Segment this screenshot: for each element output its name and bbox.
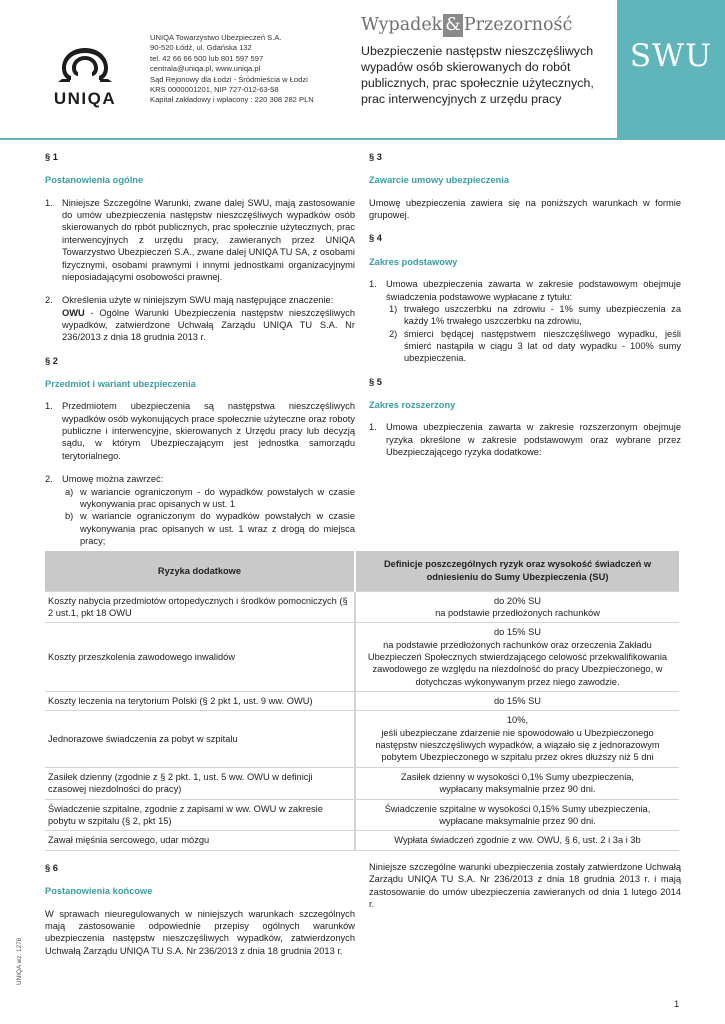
definition-cell: 10%, jeśli ubezpieczane zdarzenie nie spowodowało u Ubezpieczonego następstw nieszczęśliwych wypadków, a wiązało się z jednorazowym pobytem Ubezpieczonego w szpitalu przez okres dłuższy niż 5 dni [355,711,679,767]
section-title: Postanowienia końcowe [45,886,153,897]
table-row [45,831,679,850]
risk-cell: Koszty przeszkolenia zawodowego inwalidów [45,623,355,692]
list-marker: 1. [45,197,53,208]
list-item [45,197,355,284]
section-2-list [45,400,355,547]
sub-list-item [386,328,681,365]
column-header-definition: Definicje poszczególnych ryzyk oraz wysokość świadczeń w odniesieniu do Sumy Ubezpieczenia (SU) [355,551,679,591]
table-row [45,767,679,799]
paragraph: Umowa ubezpieczenia zawarta w zakresie rozszerzonym obejmuje ryzyka określone w zakresie podstawowym oraz wybrane przez Ubezpieczającego ryzyka dodatkowe: [386,422,681,458]
paragraph: Niniejsze Szczególne Warunki, zwane dalej SWU, mają zastosowanie do umów ubezpieczenia następstw nieszczęśliwych wypadków osób skierowanych do rpbót publicznych, prac społecznie użytecznych, prac interwencyjnych z urzędu pracy, zawieranych przez UNIQA Towarzystwo Ubezpieczeń S.A., zwane dalej UNIQA TU SA, z osobami fizycznymi, osobami prawnymi i innymi jednostkami organizacyjnymi nieposiadającymi osobowości prawnej. [62,197,355,282]
uniqa-logo-mark [40,42,130,86]
list-marker: 2. [45,474,53,485]
risk-cell: Zawał mięśnia sercowego, udar mózgu [45,831,355,850]
section-5-list [369,421,681,458]
table-row [45,623,679,692]
column-header-risk: Ryzyka dodatkowe [45,551,355,591]
paragraph: Umowę można zawrzeć: [62,474,164,485]
definition-cell: Zasiłek dzienny w wysokości 0,1% Sumy ubezpieczenia, wypłacany maksymalnie przez 90 dni. [355,767,679,799]
sub-list [62,486,355,548]
company-line: UNIQA Towarzystwo Ubezpieczeń S.A. [150,33,282,42]
definition-cell: do 15% SU na podstawie przedłożonych rachunków oraz orzeczenia Zakładu Ubezpieczeń Społecznych stwierdzającego celowość przekwalifikowania zawodowego ze względu na niezdolność do pracy Ubezpieczonego, w dotychczas wykonywanym przez niego zawodzie. [355,623,679,692]
page-number: 1 [674,999,680,1009]
section-title: Przedmiot i wariant ubezpieczenia [45,379,196,390]
section-number: § 5 [369,376,382,387]
paragraph: śmierci będącej następstwem nieszczęśliwego wypadku, jeśli śmierć nastąpiła w ciągu 3 lat od daty wypadku - 100% sumy ubezpieczenia. [404,328,681,364]
section-title: Zakres rozszerzony [369,400,456,411]
definition-cell: Świadczenie szpitalne w wysokości 0,15% Sumy ubezpieczenia, wypłacane maksymalnie przez 90 dni. [355,799,679,831]
section-number: § 1 [45,152,58,162]
right-column [369,151,681,469]
term: OWU [62,307,85,318]
list-marker: 1) [389,303,398,314]
section-title: Zakres podstawowy [369,256,458,267]
right-column-lower [369,861,681,921]
header-divider [0,138,725,140]
list-marker: 1. [369,279,377,290]
company-line: KRS 0000001201, NIP 727-012-63-58 [150,84,279,94]
company-info [150,33,360,106]
section-number: § 2 [45,355,58,366]
company-line: 90-520 Łódź, ul. Gdańska 132 [150,43,252,53]
risk-cell: Koszty leczenia na terytorium Polski (§ 2 pkt 1, ust. 9 ww. OWU) [45,692,355,711]
section-4-list [369,278,681,365]
section-title: Postanowienia ogólne [45,175,144,186]
paragraph: - Ogólne Warunki Ubezpieczenia następstw nieszczęśliwych wypadków, zatwierdzone Uchwałą Zarządu UNIQA TU S.A. Nr 236/2013 z dnia 18 grudnia 2013 r. [62,307,355,343]
sub-list-item [62,486,355,511]
table-header-row [45,551,679,591]
list-marker: 1. [369,422,377,433]
list-marker: 1. [45,401,53,412]
paragraph: Umowę ubezpieczenia zawiera się na poniższych warunkach w formie grupowej. [369,197,681,221]
swu-badge [617,0,725,138]
uniqa-logo [40,42,130,112]
sub-list-item [386,303,681,328]
definition-cell: do 15% SU [355,692,679,711]
left-column [45,151,355,558]
definition-cell: do 20% SU na podstawie przedłożonych rachunków [355,591,679,623]
section-1-list [45,197,355,344]
brand-word-2: Przezorność [463,15,573,35]
product-brand [361,14,572,37]
list-marker: a) [65,486,74,497]
definition-cell: Wypłata świadczeń zgodnie z ww. OWU, § 6, ust. 2 i 3a i 3b [355,831,679,850]
left-column-lower [45,862,355,968]
company-line: Kapitał zakładowy i wpłacony : 220 308 282 PLN [150,95,314,105]
section-number: § 4 [369,233,382,244]
list-item [45,294,355,343]
company-line: centrala@uniqa.pl, www.uniqa.pl [150,64,261,74]
risk-cell: Świadczenie szpitalne, zgodnie z zapisami w ww. OWU w zakresie pobytu w szpitalu (§ 2, pkt 15) [45,799,355,831]
section-number: § 6 [45,863,58,873]
list-marker: b) [65,511,74,522]
paragraph: Umowa ubezpieczenia zawarta w zakresie podstawowym obejmuje świadczenia podstawowe wypłacane z tytułu: [386,279,681,302]
list-marker: 2) [389,328,398,339]
risk-cell: Koszty nabycia przedmiotów ortopedycznych i środków pomocniczych (§ 2 ust.1, pkt 18 OWU [45,591,355,623]
closing-statement: Niniejsze szczególne warunki ubezpieczenia zostały zatwierdzone Uchwałą Zarządu UNIQA TU S.A. Nr 236/2013 z dnia 18 grudnia 2013 r. i mają zastosowanie do umów ubezpieczenia zawieranych od dnia 1 lutego 2014 r. [369,862,681,910]
table-row [45,711,679,767]
paragraph: w wariancie ograniczonym do wypadków powstałych w czasie wykonywania prac opisanych w ust. 1 wraz z drogą do miejsca pracy; [80,511,355,546]
paragraph: Przedmiotem ubezpieczenia są następstwa nieszczęśliwych wypadków osób wykonujących prace społecznie użyteczne oraz roboty publiczne i interwencyjne, skierowanych z Urzędu pracy lub decyzją sądu, w którym Ubezpieczającym jest jednostka samorządu terytorialnego. [62,401,355,461]
list-item [369,278,681,365]
sub-list-item [62,510,355,547]
risk-cell: Zasiłek dzienny (zgodnie z § 2 pkt. 1, ust. 5 ww. OWU w definicji czasowej niezdolności do pracy) [45,767,355,799]
table-row [45,799,679,831]
table-row [45,591,679,623]
table-row [45,692,679,711]
list-marker: 2. [45,295,53,306]
paragraph: W sprawach nieuregulowanych w niniejszych warunkach szczególnych mają zastosowanie odpowiednie przepisy ogólnych warunków ubezpieczenia następstw nieszczęśliwych wypadków, zatwierdzonych Uchwałą Zarządu UNIQA TU S.A. Nr 236/2013 z dnia 18 grudnia 2013 r. [45,908,355,956]
sub-list [386,303,681,365]
brand-ampersand: & [443,14,463,37]
paragraph: trwałego uszczerbku na zdrowiu - 1% sumy ubezpieczenia za każdy 1% trwałego uszczerbku na zdrowiu, [404,303,681,327]
list-item [45,400,355,462]
company-line: tel. 42 66 66 500 lub 801 597 597 [150,53,264,63]
brand-word-1: Wypadek [361,15,443,35]
paragraph: Określenia użyte w niniejszym SWU mają następujące znaczenie: [62,295,334,306]
form-code: UNIQA wz. 1278 [16,937,23,985]
paragraph: w wariancie ograniczonym - do wypadków powstałych w czasie wykonywania prac opisanych w ust. 1 [80,486,355,509]
section-number: § 3 [369,152,382,162]
list-item [45,473,355,547]
swu-badge-text: SWU [629,38,713,74]
logo-text: UNIQA [53,89,117,108]
company-line: Sąd Rejonowy dla Łodzi - Śródmieścia w Łodzi [150,74,308,84]
additional-risks-table [45,551,679,851]
list-item [369,421,681,458]
document-subtitle: Ubezpieczenie następstw nieszczęśliwych wypadów osób skierowanych do robót publicznych, prac społecznie użytecznych, prac interwencyjnych z urzędu pracy [361,44,594,107]
risk-cell: Jednorazowe świadczenia za pobyt w szpitalu [45,711,355,767]
section-title: Zawarcie umowy ubezpieczenia [369,175,510,186]
